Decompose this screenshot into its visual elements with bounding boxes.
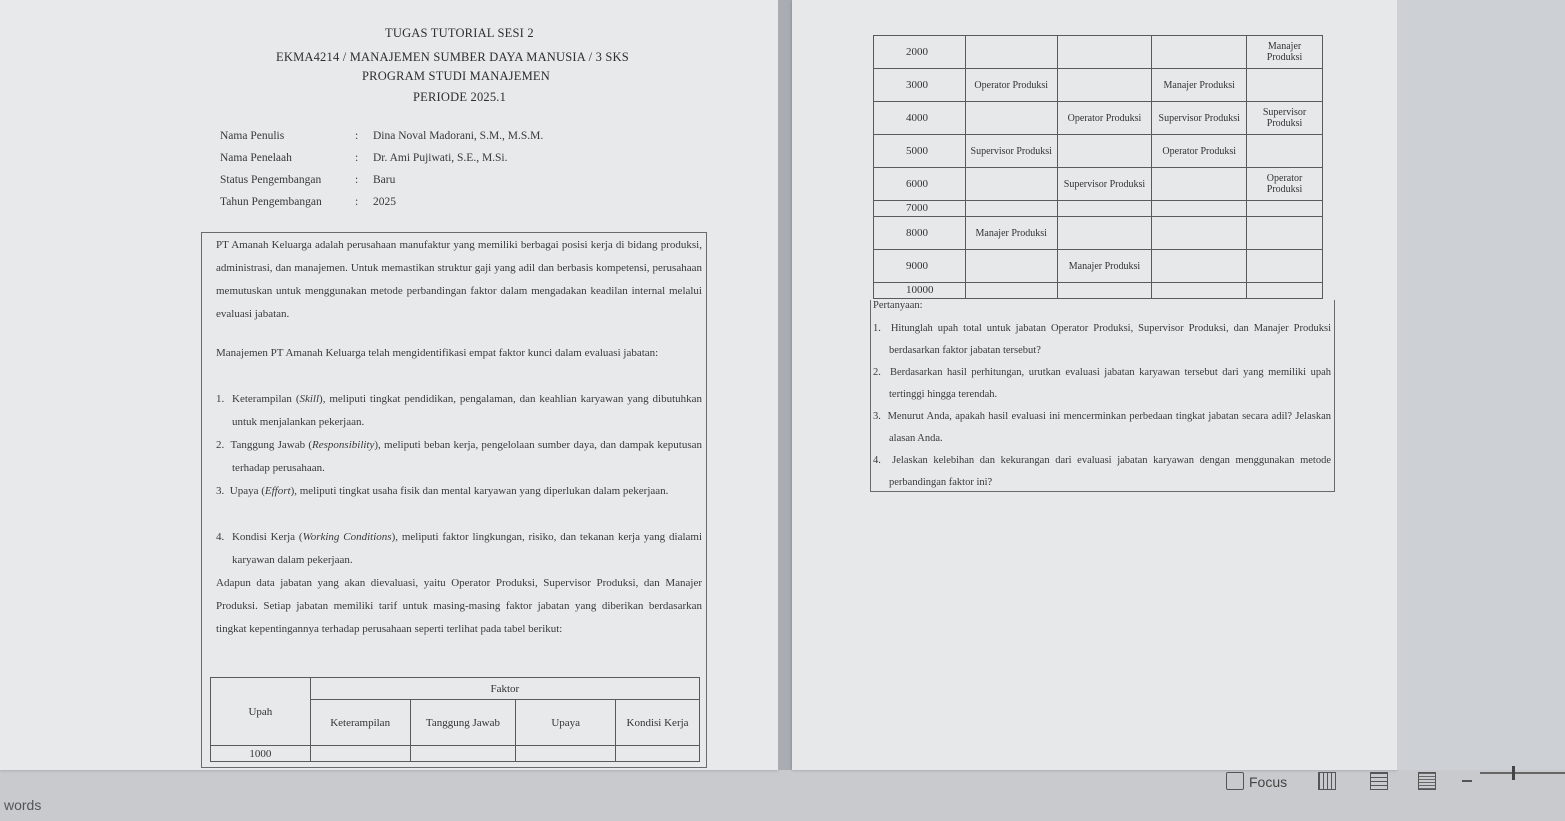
table-cell: Supervisor Produksi — [1152, 102, 1247, 135]
table-cell — [1057, 283, 1152, 299]
table-cell: Manajer Produksi — [1247, 36, 1323, 69]
table-cell — [1152, 217, 1247, 250]
closing-paragraph[interactable]: Adapun data jabatan yang akan dievaluasi, yaitu Operator Produksi, Supervisor Produksi, dan Manajer Produksi. Setiap jabatan memiliki tarif untuk masing-masing faktor jabatan yang diberikan berdasarkan tingkat kepentingannya terhadap perusahaan seperti terlihat pada tabel berikut: — [216, 577, 702, 635]
factor-desc: , meliputi faktor lingkungan, risiko, dan tekanan kerja yang dialami karyawan dalam pekerjaan. — [232, 531, 703, 566]
wage-cell: 9000 — [874, 250, 966, 283]
table-cell: Operator Produksi — [1247, 168, 1323, 201]
doc-title-line2: EKMA4214 / MANAJEMEN SUMBER DAYA MANUSIA / 3 SKS — [276, 50, 629, 64]
table-cell — [1247, 135, 1323, 168]
factor-item[interactable]: 4. Kondisi Kerja (Working Conditions), meliputi faktor lingkungan, risiko, dan tekanan kerja yang dialami karyawan dalam pekerjaan. — [216, 531, 703, 566]
table-cell: Manajer Produksi — [1152, 69, 1247, 102]
page-gutter — [778, 0, 792, 770]
factor-table-continued — [873, 35, 1323, 299]
meta-value: Baru — [373, 174, 396, 186]
table-row — [874, 135, 1323, 168]
meta-label: Nama Penelaah — [220, 152, 292, 164]
table-cell — [965, 201, 1057, 217]
table-cell — [1247, 69, 1323, 102]
wage-cell: 8000 — [874, 217, 966, 250]
table-cell: Operator Produksi — [965, 69, 1057, 102]
table-cell — [1247, 250, 1323, 283]
factor-desc: , meliputi tingkat usaha fisik dan mental karyawan yang diperlukan dalam pekerjaan. — [294, 485, 669, 497]
table-cell — [965, 102, 1057, 135]
question-text: Hitunglah upah total untuk jabatan Operator Produksi, Supervisor Produksi, dan Manajer Produksi berdasarkan faktor jabatan tersebut? — [889, 323, 1331, 356]
zoom-out-icon[interactable] — [1462, 780, 1472, 782]
wage-cell: 10000 — [874, 283, 966, 299]
meta-label: Nama Penulis — [220, 130, 285, 142]
table-row — [874, 36, 1323, 69]
factor-number: 2. — [216, 439, 225, 451]
factor-desc: , meliputi beban kerja, pengelolaan sumber daya, dan dampak keputusan terhadap perusahaan. — [232, 439, 702, 474]
col-upaya: Upaya — [516, 700, 616, 746]
wage-cell: 6000 — [874, 168, 966, 201]
factor-number: 3. — [216, 485, 225, 497]
wage-cell: 2000 — [874, 36, 966, 69]
question-text: Menurut Anda, apakah hasil evaluasi ini mencerminkan perbedaan tingkat jabatan secara adil? Jelaskan alasan Anda. — [887, 411, 1331, 444]
table-cell — [1247, 217, 1323, 250]
table-cell: Supervisor Produksi — [1247, 102, 1323, 135]
table-cell: Manajer Produksi — [1057, 250, 1152, 283]
col-faktor: Faktor — [310, 678, 699, 700]
table-cell — [965, 283, 1057, 299]
col-tanggung-jawab: Tanggung Jawab — [410, 700, 516, 746]
question-text: Berdasarkan hasil perhitungan, urutkan evaluasi jabatan karyawan tersebut dari yang memiliki upah tertinggi hingga terendah. — [889, 367, 1332, 400]
meta-reviewer — [220, 152, 508, 164]
meta-value: 2025 — [373, 196, 396, 208]
doc-title-line3: PROGRAM STUDI MANAJEMEN — [362, 69, 550, 83]
question-text: Jelaskan kelebihan dan kekurangan dari evaluasi jabatan karyawan dengan menggunakan metode perbandingan faktor ini? — [889, 455, 1331, 488]
meta-status — [220, 174, 395, 186]
question-item[interactable]: 2. Berdasarkan hasil perhitungan, urutkan evaluasi jabatan karyawan tersebut dari yang memiliki upah tertinggi hingga terendah. — [873, 367, 1332, 400]
meta-label: Tahun Pengembangan — [220, 196, 322, 208]
table-cell: Supervisor Produksi — [965, 135, 1057, 168]
intro-paragraph[interactable]: PT Amanah Keluarga adalah perusahaan manufaktur yang memiliki berbagai posisi kerja di bidang produksi, administrasi, dan manajemen. Untuk memastikan struktur gaji yang adil dan berbasis kompetensi, perusahaan memutuskan untuk menggunakan metode perbandingan faktor dalam mengadakan keadilan internal melalui evaluasi jabatan. — [216, 239, 702, 320]
table-cell — [965, 250, 1057, 283]
table-cell: Operator Produksi — [1057, 102, 1152, 135]
table-row — [874, 168, 1323, 201]
factor-number: 1. — [216, 393, 225, 405]
table-cell — [410, 746, 516, 762]
table-row — [874, 201, 1323, 217]
read-mode-icon[interactable] — [1318, 772, 1336, 790]
table-cell — [965, 168, 1057, 201]
table-cell — [1152, 283, 1247, 299]
table-row — [874, 283, 1323, 299]
factor-english: Working Conditions — [302, 531, 392, 543]
focus-icon[interactable] — [1226, 772, 1244, 790]
factor-desc: , meliputi tingkat pendidikan, pengalaman, dan keahlian karyawan yang dibutuhkan untuk menjalankan pekerjaan. — [232, 393, 703, 428]
wage-cell: 1000 — [211, 746, 311, 762]
meta-author — [220, 130, 543, 142]
factor-name: Tanggung Jawab — [230, 439, 306, 451]
question-item[interactable]: 1. Hitunglah upah total untuk jabatan Operator Produksi, Supervisor Produksi, dan Manajer Produksi berdasarkan faktor jabatan tersebut? — [873, 323, 1331, 356]
print-layout-icon[interactable] — [1370, 772, 1388, 790]
factor-item[interactable]: 1. Keterampilan (Skill), meliputi tingkat pendidikan, pengalaman, dan keahlian karyawan yang dibutuhkan untuk menjalankan pekerjaan. — [216, 393, 703, 428]
meta-colon: : — [355, 196, 359, 208]
table-cell — [1057, 135, 1152, 168]
focus-button[interactable]: Focus — [1249, 774, 1288, 790]
factor-item[interactable]: 2. Tanggung Jawab (Responsibility), meliputi beban kerja, pengelolaan sumber daya, dan dampak keputusan terhadap perusahaan. — [216, 439, 702, 474]
meta-year — [220, 196, 396, 208]
wage-cell: 7000 — [874, 201, 966, 217]
meta-value: Dina Noval Madorani, S.M., M.S.M. — [373, 130, 544, 142]
table-row — [874, 69, 1323, 102]
table-cell: Supervisor Produksi — [1057, 168, 1152, 201]
factor-number: 4. — [216, 531, 225, 543]
meta-colon: : — [355, 174, 359, 186]
table-cell — [516, 746, 616, 762]
table-cell — [1057, 217, 1152, 250]
factor-name: Kondisi Kerja — [231, 531, 296, 543]
factor-table-header — [210, 677, 700, 762]
col-keterampilan: Keterampilan — [310, 700, 410, 746]
table-row — [874, 250, 1323, 283]
workspace-margin — [1397, 0, 1565, 770]
table-cell — [1247, 201, 1323, 217]
zoom-slider-thumb[interactable] — [1512, 766, 1515, 780]
doc-title-line4: PERIODE 2025.1 — [413, 90, 507, 104]
table-cell — [1057, 201, 1152, 217]
col-kondisi-kerja: Kondisi Kerja — [616, 700, 700, 746]
table-cell — [1057, 36, 1152, 69]
table-cell — [1152, 201, 1247, 217]
table-cell — [1152, 250, 1247, 283]
doc-title-line1: TUGAS TUTORIAL SESI 2 — [385, 26, 534, 40]
web-layout-icon[interactable] — [1418, 772, 1436, 790]
table-row — [874, 217, 1323, 250]
table-cell — [1247, 283, 1323, 299]
table-cell — [965, 36, 1057, 69]
meta-value: Dr. Ami Pujiwati, S.E., M.Si. — [373, 152, 508, 164]
table-row — [874, 102, 1323, 135]
meta-colon: : — [355, 130, 359, 142]
col-upah: Upah — [211, 678, 311, 746]
question-item[interactable]: 4. Jelaskan kelebihan dan kekurangan dari evaluasi jabatan karyawan dengan menggunakan metode perbandingan faktor ini? — [873, 455, 1331, 488]
table-cell — [310, 746, 410, 762]
table-cell — [616, 746, 700, 762]
table-cell: Manajer Produksi — [965, 217, 1057, 250]
table-cell — [1152, 36, 1247, 69]
factor-name: Keterampilan — [232, 393, 292, 405]
factor-item[interactable]: 3. Upaya (Effort), meliputi tingkat usaha fisik dan mental karyawan yang diperlukan dalam pekerjaan. — [216, 485, 669, 497]
table-cell — [1152, 168, 1247, 201]
word-count[interactable]: words — [4, 797, 42, 813]
meta-colon: : — [355, 152, 359, 164]
questions-title: Pertanyaan: — [873, 300, 923, 311]
table-cell: Operator Produksi — [1152, 135, 1247, 168]
wage-cell: 4000 — [874, 102, 966, 135]
question-item[interactable]: 3. Menurut Anda, apakah hasil evaluasi ini mencerminkan perbedaan tingkat jabatan secara adil? Jelaskan alasan Anda. — [873, 411, 1331, 444]
factor-english: Skill — [299, 393, 320, 405]
meta-label: Status Pengembangan — [220, 174, 322, 186]
wage-cell: 3000 — [874, 69, 966, 102]
factor-name: Upaya — [229, 485, 259, 497]
factor-english: Effort — [264, 485, 291, 497]
table-cell — [1057, 69, 1152, 102]
zoom-slider-track[interactable] — [1480, 772, 1565, 774]
factors-intro-paragraph[interactable]: Manajemen PT Amanah Keluarga telah mengidentifikasi empat faktor kunci dalam evaluasi jabatan: — [216, 347, 659, 359]
factor-english: Responsibility — [312, 439, 375, 451]
wage-cell: 5000 — [874, 135, 966, 168]
